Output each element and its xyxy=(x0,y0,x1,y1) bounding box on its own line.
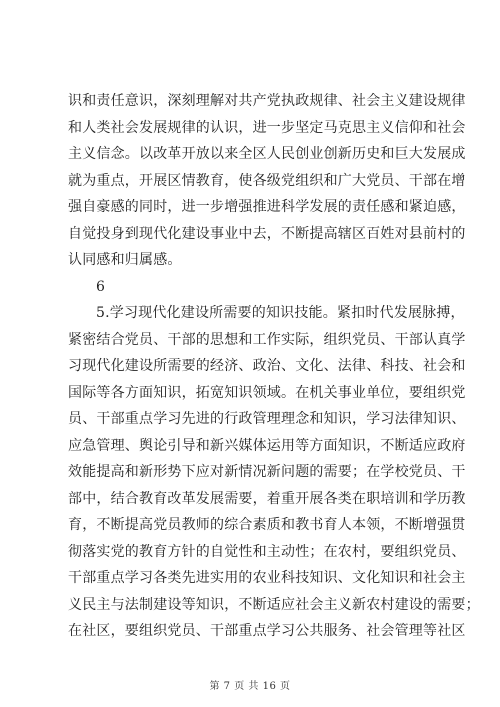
text-line: 5.学习现代化建设所需要的知识技能。紧扣时代发展脉搏， xyxy=(96,305,465,321)
text-line: 育，不断提高党员教师的综合素质和教书育人本领，不断增强贯 xyxy=(68,517,466,533)
text-line: 效能提高和新形势下应对新情况新问题的需要；在学校党员、干 xyxy=(68,464,466,480)
text-line: 部中，结合教育改革发展需要，着重开展各类在职培训和学历教 xyxy=(68,490,466,507)
page-footer: 第 7 页 共 16 页 xyxy=(209,681,291,692)
text-line: 应急管理、舆论引导和新兴媒体运用等方面知识，不断适应政府 xyxy=(68,437,466,454)
text-line: 强自豪感的同时，进一步增强推进科学发展的责任感和紧迫感， xyxy=(68,199,466,215)
text-line: 习现代化建设所需要的经济、政治、文化、法律、科技、社会和 xyxy=(68,358,466,374)
document-body xyxy=(68,88,480,645)
paragraph-1 xyxy=(68,88,466,274)
text-line: 在社区，要组织党员、干部重点学习公共服务、社会管理等社区 xyxy=(68,623,466,639)
inline-page-number: 6 xyxy=(96,278,106,295)
text-line: 紧密结合党员、干部的思想和工作实际，组织党员、干部认真学 xyxy=(68,331,466,348)
text-line: 彻落实党的教育方针的自觉性和主动性；在农村，要组织党员、 xyxy=(68,543,466,560)
text-line: 和人类社会发展规律的认识，进一步坚定马克思主义信仰和社会 xyxy=(68,119,466,136)
text-line: 干部重点学习各类先进实用的农业科技知识、文化知识和社会主 xyxy=(68,570,466,586)
text-line: 自觉投身到现代化建设事业中去，不断提高辖区百姓对县前村的 xyxy=(68,225,466,242)
text-line: 识和责任意识，深刻理解对共产党执政规律、社会主义建设规律 xyxy=(68,93,466,109)
text-line: 义民主与法制建设等知识，不断适应社会主义新农村建设的需要； xyxy=(68,596,480,613)
text-line: 认同感和归属感。 xyxy=(68,252,182,268)
text-line: 主义信念。以改革开放以来全区人民创业创新历史和巨大发展成 xyxy=(68,146,466,162)
paragraph-2 xyxy=(68,300,480,645)
text-line: 就为重点，开展区情教育，使各级党组织和广大党员、干部在增 xyxy=(68,172,466,189)
text-line: 国际等各方面知识，拓宽知识领域。在机关事业单位，要组织党 xyxy=(68,384,466,401)
text-line: 员、干部重点学习先进的行政管理理念和知识，学习法律知识、 xyxy=(68,411,466,427)
